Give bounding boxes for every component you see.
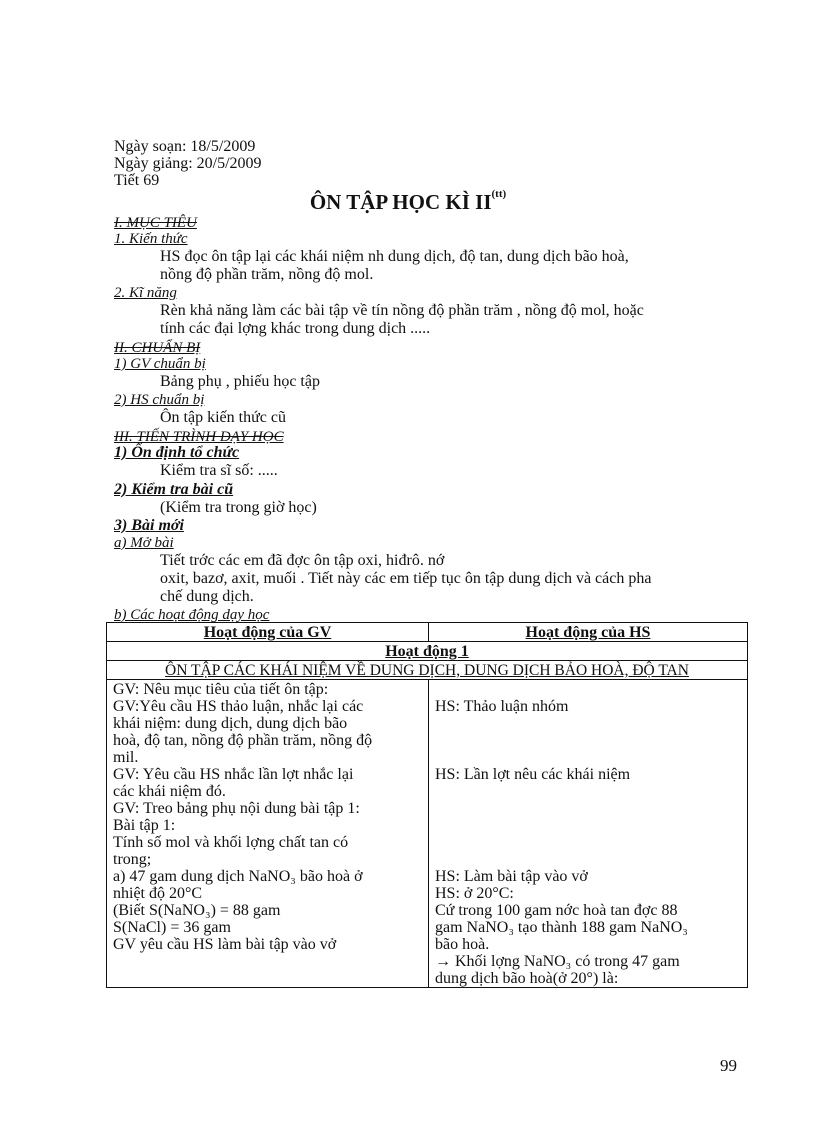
student-line-blank xyxy=(435,749,741,766)
lesson-number: Tiết 69 xyxy=(114,172,160,189)
teacher-line: mil. xyxy=(113,749,139,766)
student-line: dung dịch bão hoà(ở 20°) là: xyxy=(435,970,619,987)
student-activity-cell xyxy=(429,680,748,988)
organization-text: Kiểm tra sĩ số: ..... xyxy=(160,462,278,479)
teacher-line: Tính số mol và khối lợng chất tan có xyxy=(113,834,349,851)
student-line-blank xyxy=(435,681,741,698)
table-header-row xyxy=(107,623,748,642)
date-prepared: Ngày soạn: 18/5/2009 xyxy=(114,138,256,155)
teacher-line: trong; xyxy=(113,851,152,868)
opening-text-2: oxit, bazơ, axit, muối . Tiết này các em tiếp tục ôn tập dung dịch và cách pha xyxy=(160,570,652,587)
teacher-line: khái niệm: dung dịch, dung dịch bão xyxy=(113,715,348,732)
opening-text-1: Tiết trớc các em đã đợc ôn tập oxi, hiđrô. nớ xyxy=(160,552,445,569)
teacher-line: GV: Yêu cầu HS nhắc lần lợt nhắc lại xyxy=(113,766,354,783)
student-line-blank xyxy=(435,800,741,817)
student-line-blank xyxy=(435,732,741,749)
student-line-blank xyxy=(435,783,741,800)
activity-title-row xyxy=(107,661,748,680)
opening-text-3: chế dung dịch. xyxy=(160,588,254,605)
skills-text-1: Rèn khả năng làm các bài tập về tín nồng độ phần trăm , nồng độ mol, hoặc xyxy=(160,302,644,319)
activity-content-row xyxy=(107,680,748,988)
section-procedure: III. TIẾN TRÌNH DẠY HỌC xyxy=(114,429,284,445)
subsection-activities: b) Các hoạt động dạy học xyxy=(114,607,270,623)
student-line-blank xyxy=(435,715,741,732)
column-header-teacher: Hoạt động của GV xyxy=(107,623,429,642)
page-title xyxy=(0,190,816,215)
student-line: → Khối lợng NaNO₃ có trong 47 gam xyxy=(435,953,680,970)
student-line: HS: Lần lợt nêu các khái niệm xyxy=(435,766,631,783)
teacher-prep-text: Bảng phụ , phiếu học tập xyxy=(160,373,320,390)
subsection-skills: 2. Kĩ năng xyxy=(114,285,177,301)
subsection-new-lesson: 3) Bài mới xyxy=(114,517,184,534)
student-line: Cứ trong 100 gam nớc hoà tan đợc 88 xyxy=(435,902,678,919)
teacher-activity-cell xyxy=(107,680,429,988)
section-objectives: I. MỤC TIÊU xyxy=(114,215,197,231)
student-line: HS: ở 20°C: xyxy=(435,885,514,902)
activities-table xyxy=(106,622,748,988)
teacher-line: nhiệt độ 20°C xyxy=(113,885,203,902)
student-line: bão hoà. xyxy=(435,936,490,953)
teacher-line: hoà, độ tan, nồng độ phần trăm, nồng độ xyxy=(113,732,373,749)
knowledge-text-2: nồng độ phần trăm, nồng độ mol. xyxy=(160,266,374,283)
page-title-sup: (tt) xyxy=(491,188,507,200)
subsection-review: 2) Kiểm tra bài cũ xyxy=(114,481,234,498)
teacher-line: GV: Treo bảng phụ nội dung bài tập 1: xyxy=(113,800,360,817)
subsection-teacher-prep: 1) GV chuẩn bị xyxy=(114,356,206,372)
subsection-knowledge: 1. Kiến thức xyxy=(114,231,188,247)
student-line: gam NaNO₃ tạo thành 188 gam NaNO₃ xyxy=(435,919,688,936)
page-number: 99 xyxy=(720,1056,737,1075)
teacher-line: a) 47 gam dung dịch NaNO₃ bão hoà ở xyxy=(113,868,363,885)
activity-heading: Hoạt động 1 xyxy=(107,642,748,661)
student-line: HS: Làm bài tập vào vở xyxy=(435,868,588,885)
skills-text-2: tính các đại lợng khác trong dung dịch ..... xyxy=(160,320,431,337)
page-title-text: ÔN TẬP HỌC KÌ II xyxy=(309,190,492,214)
student-line: HS: Thảo luận nhóm xyxy=(435,698,569,715)
column-header-student: Hoạt động của HS xyxy=(429,623,748,642)
subsection-opening: a) Mở bài xyxy=(114,535,174,551)
teacher-line: Bài tập 1: xyxy=(113,817,176,834)
knowledge-text-1: HS đọc ôn tập lại các khái niệm nh dung dịch, độ tan, dung dịch bão hoà, xyxy=(160,248,629,265)
student-line-blank xyxy=(435,817,741,834)
teacher-line: (Biết S(NaNO₃) = 88 gam xyxy=(113,902,281,919)
subsection-student-prep: 2) HS chuẩn bị xyxy=(114,392,205,408)
teacher-line: GV: Nêu mục tiêu của tiết ôn tập: xyxy=(113,681,329,698)
activity-row xyxy=(107,642,748,661)
date-taught: Ngày giảng: 20/5/2009 xyxy=(114,155,262,172)
section-preparation: II. CHUẨN BỊ xyxy=(114,340,201,356)
student-prep-text: Ôn tập kiến thức cũ xyxy=(160,409,286,426)
subsection-organization: 1) Ổn định tổ chức xyxy=(114,444,240,461)
student-line-blank xyxy=(435,851,741,868)
teacher-line: các khái niệm đó. xyxy=(113,783,226,800)
teacher-line: GV:Yêu cầu HS thảo luận, nhắc lại các xyxy=(113,698,364,715)
review-text: (Kiểm tra trong giờ học) xyxy=(160,499,317,516)
teacher-line: S(NaCl) = 36 gam xyxy=(113,919,231,936)
student-line-blank xyxy=(435,834,741,851)
teacher-line: GV yêu cầu HS làm bài tập vào vở xyxy=(113,936,337,953)
activity-title: ÔN TẬP CÁC KHÁI NIỆM VỀ DUNG DỊCH, DUNG DỊCH BẢO HOÀ, ĐỘ TAN xyxy=(107,661,748,680)
